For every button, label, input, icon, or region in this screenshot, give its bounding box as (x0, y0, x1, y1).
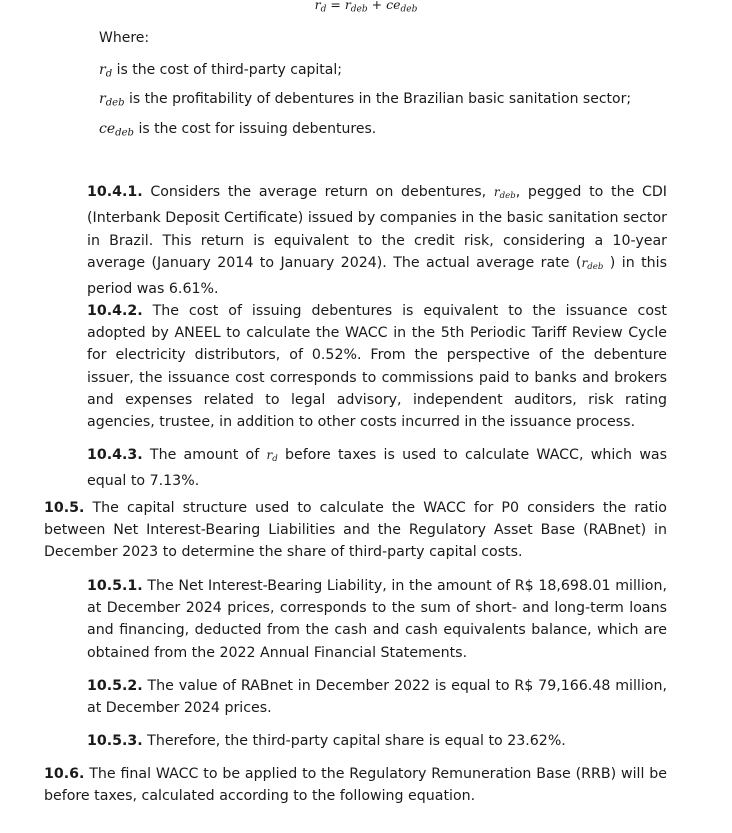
formula-plus: + (367, 0, 387, 12)
paragraph-number: 10.5. (44, 500, 85, 516)
where-label: Where: (99, 30, 150, 46)
paragraph-10-5-3 (87, 730, 667, 752)
paragraph-text: Therefore, the third-party capital share is equal to 23.62%. (142, 733, 566, 749)
paragraph-number: 10.4.3. (87, 447, 143, 463)
paragraph-number: 10.5.2. (87, 678, 143, 694)
paragraph-number: 10.5.1. (87, 578, 143, 594)
paragraph-10-4-3 (87, 444, 667, 493)
paragraph-text: ) in this period was 6.61%. (87, 254, 667, 298)
definition-cedeb-text: is the cost for issuing debentures. (134, 121, 377, 137)
paragraph-10-5 (44, 497, 667, 564)
cost-of-debt-formula (0, 0, 732, 14)
definition-cedeb-symbol: $ce_{deb}$ (99, 121, 135, 139)
paragraph-text: The cost of issuing debentures is equivalent to the issuance cost adopted by ANEEL to calculate the WACC in the 5th Periodic Tariff Review Cycle for electricity distributors, of 0.52%. From the perspective of the debenture issuer, the issuance cost corresponds to commissions paid to banks and brokers and expenses related to legal advisory, independent auditors, risk rating agencies, trustee, in addition to other costs incurred in the issuance process. (87, 303, 667, 431)
formula-equals: = (326, 0, 345, 12)
formula-term-2: $ce_{deb}$ (386, 0, 418, 15)
paragraph-text: The Net Interest-Bearing Liability, in the amount of R$ 18,698.01 million, at December 2024 prices, corresponds to the sum of short- and long-term loans and financing, deducted from the cash and cash equivalents balance, which are obtained from the 2022 Annual Financial Statements. (87, 578, 667, 661)
paragraph-10-6 (44, 763, 667, 807)
paragraph-text: , pegged to the CDI (Interbank Deposit Certificate) issued by companies in the basic sanitation sector in Brazil. This return is equivalent to the credit risk, considering a 10-year average (January 2014 to January 2024). The actual average rate ( (87, 184, 667, 271)
paragraph-number: 10.4.2. (87, 303, 143, 319)
paragraph-text: Considers the average return on debentures, (142, 184, 494, 200)
paragraph-10-4-1 (87, 181, 667, 300)
paragraph-text: before taxes is used to calculate WACC, which was equal to 7.13%. (87, 447, 668, 490)
definition-rd-symbol: $r_d$ (99, 62, 113, 80)
paragraph-text: The value of RABnet in December 2022 is equal to R$ 79,166.48 million, at December 2024 prices. (87, 678, 667, 717)
definition-rd (99, 61, 342, 84)
paragraph-text: The final WACC to be applied to the Regulatory Remuneration Base (RRB) will be before taxes, calculated according to the following equation. (44, 766, 667, 805)
inline-symbol-rdeb: $r_{deb}$ (493, 185, 516, 202)
inline-symbol-rd: $r_d$ (266, 448, 278, 465)
paragraph-number: 10.5.3. (87, 733, 143, 749)
inline-symbol-rdeb: $r_{deb}$ (581, 255, 604, 272)
paragraph-text: The amount of (142, 447, 267, 463)
paragraph-text: The capital structure used to calculate the WACC for P0 considers the ratio between Net Interest-Bearing Liabilities and the Regulatory Asset Base (RABnet) in December 2023 to determine the share of third-party capital costs. (44, 500, 667, 561)
paragraph-10-5-2 (87, 675, 667, 719)
definition-rdeb (99, 90, 631, 113)
formula-lhs: $r_d$ (314, 0, 327, 15)
paragraph-10-5-1 (87, 575, 667, 664)
definition-rdeb-text: is the profitability of debentures in the Brazilian basic sanitation sector; (124, 91, 632, 107)
paragraph-number: 10.6. (44, 766, 85, 782)
paragraph-number: 10.4.1. (87, 184, 143, 200)
definition-rdeb-symbol: $r_{deb}$ (99, 91, 125, 109)
paragraph-10-4-2 (87, 300, 667, 433)
definition-rd-text: is the cost of third-party capital; (112, 62, 342, 78)
formula-term-1: $r_{deb}$ (344, 0, 368, 15)
definition-cedeb (99, 120, 376, 143)
